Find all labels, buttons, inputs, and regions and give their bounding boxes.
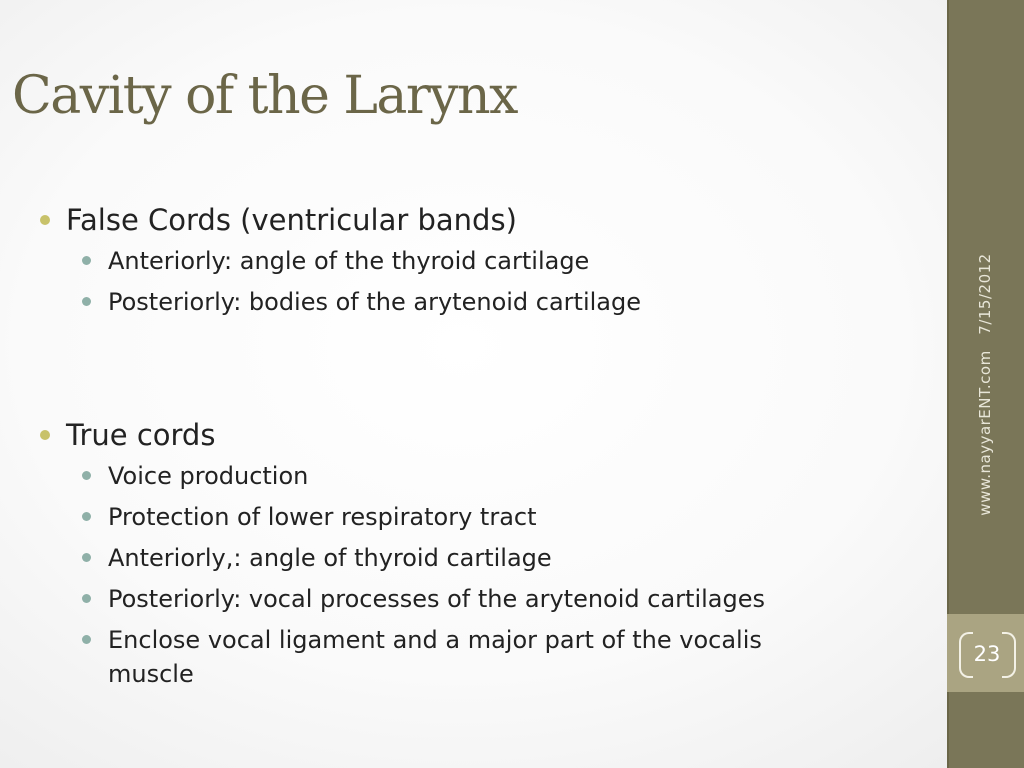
bullet-true-cords — [38, 415, 918, 455]
sub-bullet — [80, 623, 808, 691]
sub-bullet-list — [38, 459, 918, 691]
bullet-group-true-cords — [38, 415, 918, 691]
page-number-box — [947, 614, 1024, 692]
bullet-text: True cords — [66, 418, 216, 452]
slide-date: 7/15/2012 — [976, 253, 994, 335]
sub-bullet-dot-icon — [82, 553, 91, 562]
sub-bullet-text: Anteriorly,: angle of thyroid cartilage — [108, 544, 552, 572]
website-footer: www.nayyarENT.com — [976, 350, 994, 516]
sub-bullet-dot-icon — [82, 256, 91, 265]
sub-bullet-list — [38, 244, 918, 319]
sub-bullet — [80, 244, 808, 278]
bullet-text: False Cords (ventricular bands) — [66, 203, 517, 237]
sub-bullet — [80, 541, 808, 575]
bullet-dot-icon — [40, 215, 50, 225]
sub-bullet — [80, 285, 808, 319]
sub-bullet-text: Enclose vocal ligament and a major part of the vocalis muscle — [108, 626, 762, 688]
slide-content — [38, 200, 918, 691]
bullet-dot-icon — [40, 430, 50, 440]
sub-bullet-text: Posteriorly: bodies of the arytenoid cartilage — [108, 288, 642, 316]
sub-bullet-dot-icon — [82, 635, 91, 644]
sub-bullet-dot-icon — [82, 297, 91, 306]
sub-bullet-text: Anteriorly: angle of the thyroid cartilage — [108, 247, 590, 275]
sub-bullet-dot-icon — [82, 594, 91, 603]
bullet-group-false-cords — [38, 200, 918, 319]
sub-bullet-dot-icon — [82, 512, 91, 521]
bullet-false-cords — [38, 200, 918, 240]
sub-bullet — [80, 459, 808, 493]
sub-bullet-dot-icon — [82, 471, 91, 480]
sub-bullet-text: Protection of lower respiratory tract — [108, 503, 537, 531]
sub-bullet — [80, 582, 808, 616]
slide-title: Cavity of the Larynx — [12, 66, 517, 126]
page-number: 23 — [973, 642, 1001, 666]
sub-bullet-text: Posteriorly: vocal processes of the arytenoid cartilages — [108, 585, 765, 613]
sub-bullet-text: Voice production — [108, 462, 309, 490]
sub-bullet — [80, 500, 808, 534]
right-bracket-icon — [1002, 632, 1016, 678]
